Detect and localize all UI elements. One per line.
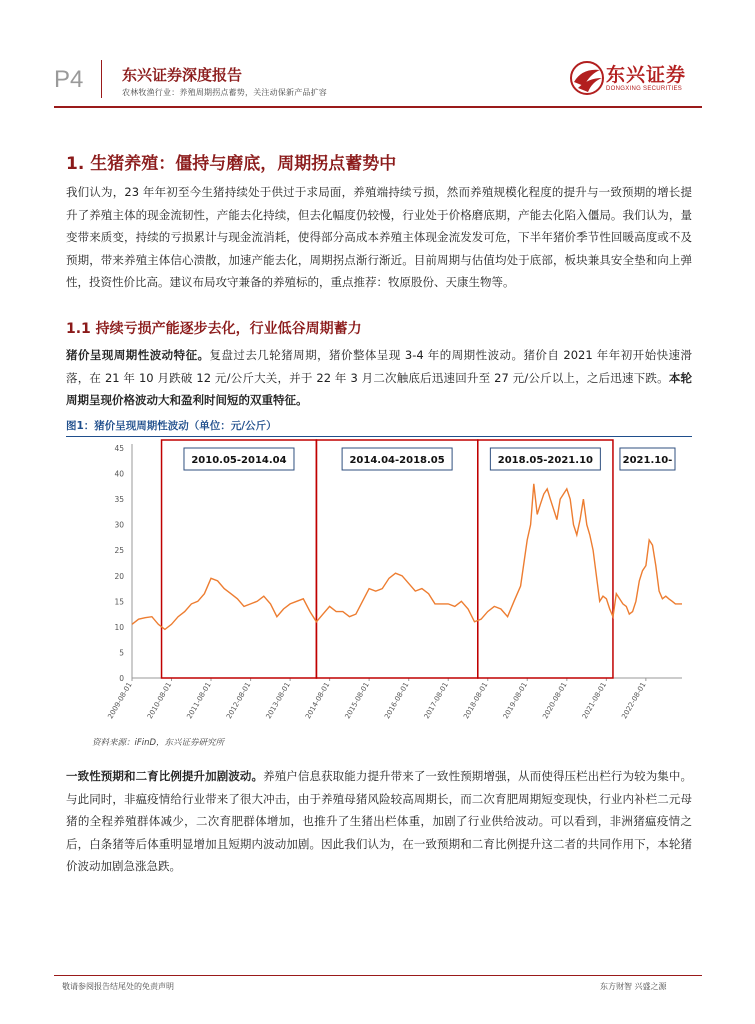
period-box xyxy=(316,440,477,678)
y-tick-label: 20 xyxy=(114,571,124,581)
figure-title: 图1：猪价呈现周期性波动（单位：元/公斤） xyxy=(66,420,277,432)
x-tick-label: 2020-08-01 xyxy=(541,681,569,721)
x-tick-label: 2016-08-01 xyxy=(383,681,411,721)
y-tick-label: 30 xyxy=(114,520,124,530)
footer-disclaimer: 敬请参阅报告结尾处的免责声明 xyxy=(62,982,174,991)
x-tick-label: 2013-08-01 xyxy=(264,681,292,721)
x-tick-label: 2018-08-01 xyxy=(462,681,490,721)
x-tick-label: 2009-08-01 xyxy=(106,681,134,721)
y-tick-label: 35 xyxy=(114,495,124,505)
cycle-paragraph xyxy=(66,344,692,412)
period-label: 2010.05-2014.04 xyxy=(191,455,287,466)
x-tick-label: 2015-08-01 xyxy=(343,681,371,721)
x-tick-label: 2017-08-01 xyxy=(422,681,450,721)
cycle-paragraph-body: 复盘过去几轮猪周期，猪价整体呈现 3-4 年的周期性波动。猪价自 2021 年年初开始快速滑落，在 21 年 10 月跌破 12 元/公斤大关，并于 22 年 3 月二次触底后迅速回升至 27 元/公斤以上，之后迅速下跌。 xyxy=(66,348,693,385)
x-tick-label: 2021-08-01 xyxy=(580,681,609,721)
y-tick-label: 45 xyxy=(114,444,124,453)
x-tick-label: 2014-08-01 xyxy=(304,681,332,721)
period-label: 2014.04-2018.05 xyxy=(349,455,445,466)
y-tick-label: 40 xyxy=(114,469,124,479)
header-rule xyxy=(54,106,702,108)
footer-rule xyxy=(54,975,702,976)
y-tick-label: 15 xyxy=(114,597,124,607)
period-box xyxy=(162,440,317,678)
brand-name-en: DONGXING SECURITIES xyxy=(606,86,683,92)
section-heading: 1. 生猪养殖：僵持与磨底，周期拐点蓄势中 xyxy=(66,154,397,174)
y-tick-label: 10 xyxy=(114,622,124,632)
report-title: 东兴证券深度报告 xyxy=(122,66,243,84)
y-tick-label: 0 xyxy=(119,674,124,683)
cycle-paragraph-tail: 本轮周期呈现价格波动大和盈利时间短的双重特征。 xyxy=(66,370,693,407)
cycle-paragraph-lead: 猪价呈现周期性波动特征。 xyxy=(66,348,210,362)
subsection-heading: 1.1 持续亏损产能逐步去化，行业低谷周期蓄力 xyxy=(66,321,362,337)
intro-paragraph: 我们认为，23 年年初至今生猪持续处于供过于求局面，养殖端持续亏损，然而养殖规模化程度的提升与一致预期的增长提升了养殖主体的现金流韧性，产能去化持续，但去化幅度仍较慢，行业处于价格磨底期，产能去化陷入僵局。我们认为，量变带来质变，持续的亏损累计与现金流消耗，使得部分高成本养殖主体现金流发发可危，下半年猪价季节性回暖高度或不及预期，带来养殖主体信心溃散，加速产能去化，周期拐点渐行渐近。目前周期与估值均处于底部，板块兼具安全垫和向上弹性，投资性价比高。建议布局攻守兼备的养殖标的，重点推荐：牧原股份、天康生物等。 xyxy=(66,185,692,289)
price-series-line xyxy=(132,484,682,630)
y-tick-label: 25 xyxy=(114,546,124,556)
x-tick-label: 2010-08-01 xyxy=(145,681,174,721)
volatility-paragraph xyxy=(66,765,692,878)
period-label: 2018.05-2021.10 xyxy=(497,455,593,466)
x-tick-label: 2022-08-01 xyxy=(620,681,648,721)
price-chart xyxy=(92,436,692,732)
volatility-paragraph-body: 养殖户信息获取能力提升带来了一致性预期增强，从而使得压栏出栏行为较为集中。与此同时，非瘟疫情给行业带来了很大冲击，由于养殖母猪风险较高周期长，而二次育肥周期短变现快，行业内补栏二元母猪的全程养殖群体减少，二次育肥群体增加，也推升了生猪出栏体重，加剧了行业供给波动。可以看到，非洲猪瘟疫情之后，白条猪等后体重明显增加且短期内波动加剧。因此我们认为，在一致预期和二育比例提升这二者的共同作用下，本轮猪价波动加剧急涨急跌。 xyxy=(66,769,693,873)
brand-name: 东兴证券 xyxy=(606,64,687,86)
y-tick-label: 5 xyxy=(119,648,124,658)
header-divider xyxy=(101,60,102,98)
period-label: 2021.10- xyxy=(622,455,673,466)
x-tick-label: 2011-08-01 xyxy=(185,681,213,721)
x-tick-label: 2019-08-01 xyxy=(501,681,529,721)
x-tick-label: 2012-08-01 xyxy=(225,681,253,721)
volatility-paragraph-lead: 一致性预期和二育比例提升加剧波动。 xyxy=(66,769,264,783)
footer-slogan: 东方财智 兴盛之源 xyxy=(600,982,667,991)
page-number: P4 xyxy=(54,66,84,93)
brand-logo-icon xyxy=(570,58,606,98)
figure-source: 资料来源：iFinD，东兴证券研究所 xyxy=(92,738,225,748)
period-box xyxy=(478,440,613,678)
report-subtitle: 农林牧渔行业：养殖周期拐点蓄势，关注动保新产品扩容 xyxy=(122,88,327,97)
